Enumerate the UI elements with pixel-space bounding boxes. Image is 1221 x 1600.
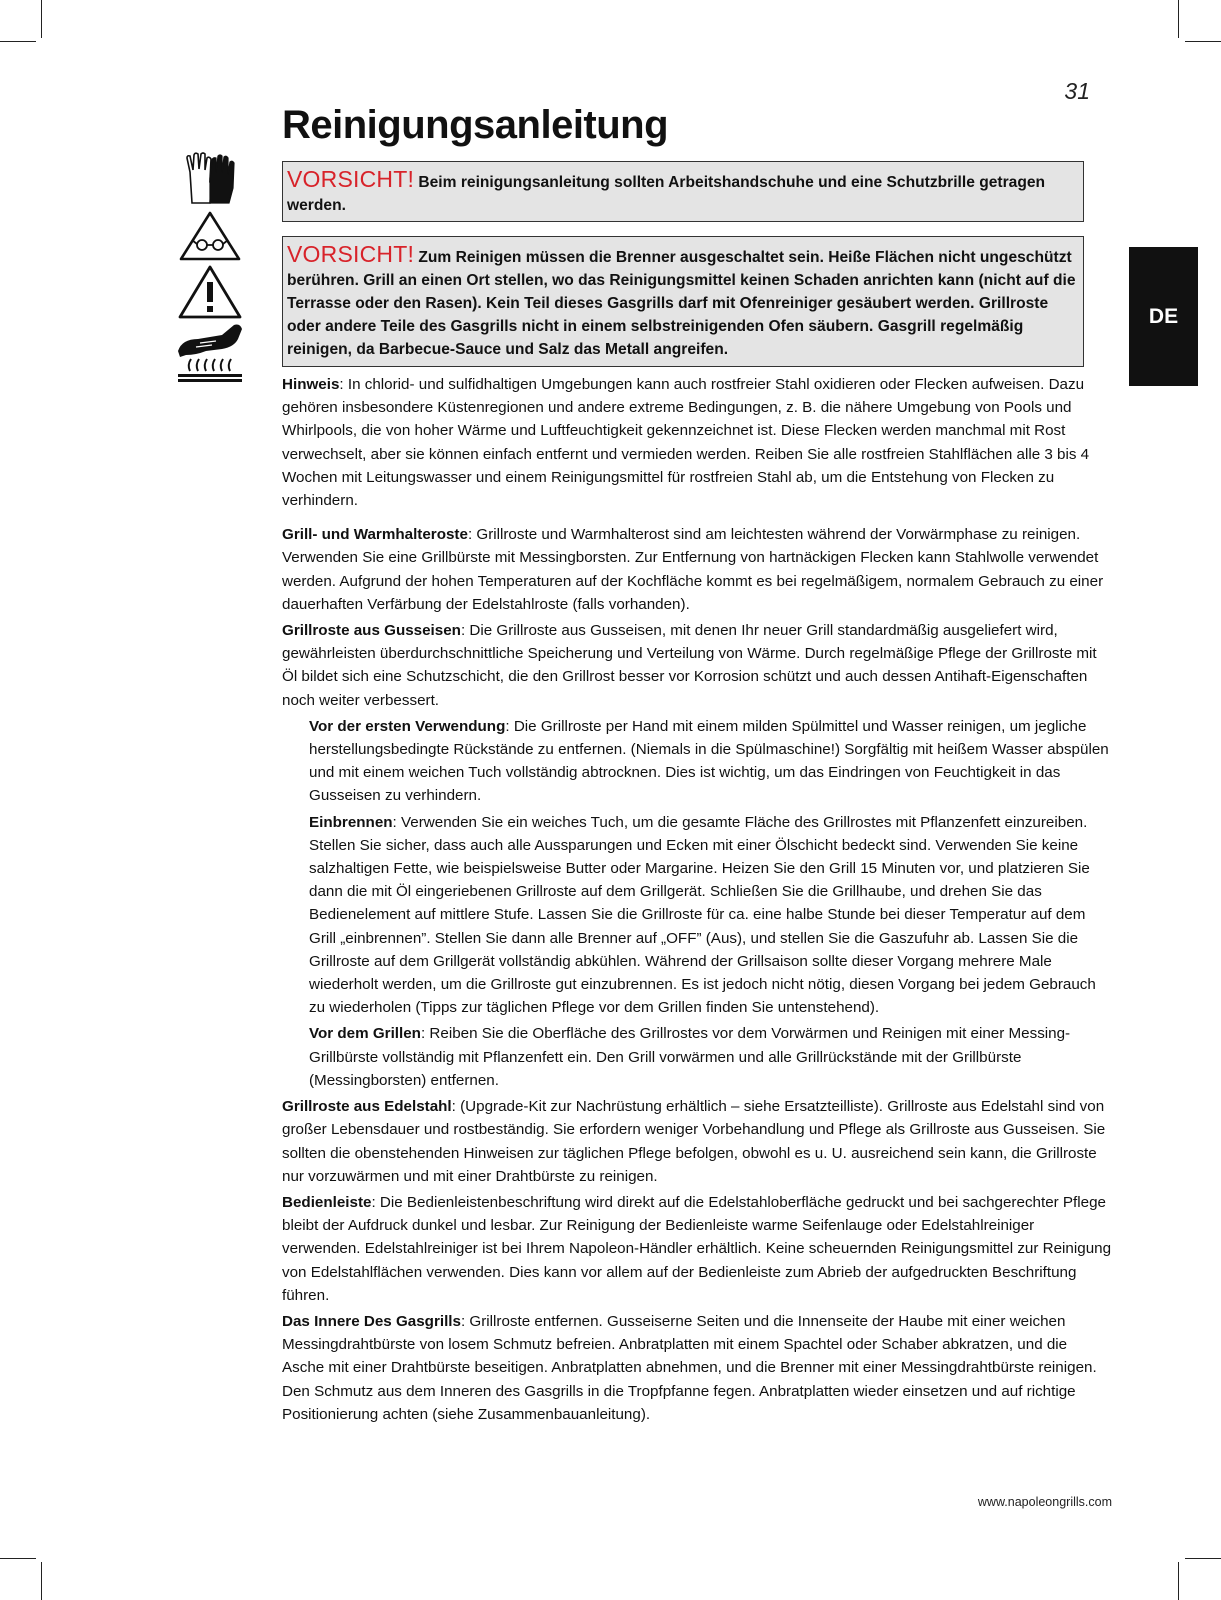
crop-mark (41, 1562, 42, 1600)
paragraph-text: : Reiben Sie die Oberfläche des Grillrostes vor dem Vorwärmen und Reinigen mit einer Messing-Grillbürste vollständig mit Pflanzenfett ein. Den Grill vorwärmen und alle Grillrückstände mit der Grillbürste (Messingborsten) entfernen. (309, 1025, 1071, 1089)
paragraph-erste-verwendung (309, 715, 1112, 808)
caution-text: Zum Reinigen müssen die Brenner ausgeschaltet sein. Heiße Flächen nicht ungeschützt berühren. Grill an einen Ort stellen, wo das Reinigungsmittel keinen Schaden anrichten kann (nicht auf die Terrasse oder den Rasen). Kein Teil dieses Gasgrills darf mit Ofenreiniger gesäubert werden. Grillroste oder andere Teile des Gasgrills nicht in einem selbstreinigenden Ofen säubern. Gasgrill regelmäßig reinigen, da Barbecue-Sauce und Salz das Metall angreifen. (287, 249, 1076, 358)
paragraph-einbrennen (309, 811, 1112, 1020)
paragraph-text: : Die Grillroste per Hand mit einem milden Spülmittel und Wasser reinigen, um jegliche herstellungsbedingte Rückstände zu entfernen. (Niemals in die Spülmaschine!) Sorgfältig mit heißem Wasser abspülen und mit einem weichen Tuch vollständig abtrocknen. Dies ist wichtig, um das Eindringen von Feuchtigkeit in das Gusseisen zu verhindern. (309, 717, 1109, 805)
paragraph-text: : (Upgrade-Kit zur Nachrüstung erhältlich – siehe Ersatzteilliste). Grillroste aus Edelstahl sind von großer Lebensdauer und rostbeständig. Sie erfordern weniger Vorbehandlung und Pflege als Grillroste aus Gusseisen. Sie sollten die obenstehenden Hinweisen zur täglichen Pflege befolgen, obwohl es u. U. ausreichend sein kann, die Grillroste nur vorzuwärmen und mit einer Drahtbürste zu reinigen. (282, 1098, 1106, 1185)
paragraph-heading: Vor der ersten Verwendung (309, 717, 506, 735)
gloves-icon (176, 150, 244, 205)
paragraph-heading: Grillroste aus Edelstahl (282, 1098, 452, 1116)
footer-url: www.napoleongrills.com (977, 1495, 1112, 1509)
crop-mark (41, 0, 42, 38)
hot-surface-icon (176, 321, 244, 383)
paragraph-bedienleiste (282, 1191, 1112, 1307)
caution-label: VORSICHT! (287, 241, 415, 267)
paragraph-text: : Die Grillroste aus Gusseisen, mit denen Ihr neuer Grill standardmäßig ausgeliefert wird, gewährleisten überdurchschnittliche Speicherung und Verteilung von Wärme. Durch regelmäßige Pflege der Grillroste mit Öl bildet sich eine Schutzschicht, die den Grillrost besser vor Korrosion schützt und auch dessen Antihaft-Eigenschaften noch weiter verbessert. (282, 622, 1097, 709)
paragraph-heading: Grillroste aus Gusseisen (282, 622, 461, 640)
crop-mark (1185, 41, 1221, 42)
crop-mark (0, 1558, 36, 1559)
paragraph-heading: Grill- und Warmhalteroste (282, 526, 468, 544)
paragraph-text: : In chlorid- und sulfidhaltigen Umgebungen kann auch rostfreier Stahl oxidieren oder Flecken aufweisen. Dazu gehören insbesondere Küstenregionen und andere extreme Bedingungen, z. B. die nähere Umgebung von Pools und Whirlpools, die von hoher Wärme und Luftfeuchtigkeit gekennzeichnet ist. Diese Flecken werden manchmal mit Rost verwechselt, aber sie können einfach entfernt und vermieden werden. Reiben Sie alle rostfreien Stahlflächen alle 3 bis 4 Wochen mit Leitungswasser und einem Reinigungsmittel für rostfreien Stahl ab, um die Entstehung von Flecken zu verhindern. (282, 376, 1090, 510)
language-tab: DE (1129, 247, 1198, 386)
paragraph-heading: Hinweis (282, 376, 340, 393)
caution-box-gloves (282, 161, 1084, 222)
crop-mark (1178, 0, 1179, 38)
paragraph-hinweis (282, 373, 1112, 512)
paragraph-innere (282, 1310, 1112, 1426)
paragraph-gusseisen (282, 619, 1112, 712)
paragraph-heading: Vor dem Grillen (309, 1025, 421, 1043)
crop-mark (0, 41, 36, 42)
paragraph-heading: Das Innere Des Gasgrills (282, 1312, 461, 1330)
paragraph-heading: Bedienleiste (282, 1193, 372, 1211)
warning-icon (176, 264, 244, 320)
paragraph-text: : Verwenden Sie ein weiches Tuch, um die gesamte Fläche des Grillrostes mit Pflanzenfett einzureiben. Stellen Sie sicher, dass auch alle Aussparungen und Ecken mit einer Ölschicht bedeckt sind. Verwenden Sie keine salzhaltigen Fette, wie beispielsweise Butter oder Margarine. Heizen Sie den Grill 15 Minuten vor, und platzieren Sie dann die mit Öl eingeriebenen Grillroste auf dem Grillgerät. Schließen Sie die Grillhaube, und drehen Sie das Bedienelement auf mittlere Stufe. Lassen Sie die Grillroste für ca. eine halbe Stunde bei dieser Temperatur auf dem Grill „einbrennen”. Stellen Sie dann alle Brenner auf „OFF” (Aus), und stellen Sie die Gaszufuhr ab. Lassen Sie die Grillroste auf dem Grillgerät vollständig abkühlen. Während der Grillsaison sollte dieser Vorgang mehrere Male wiederholt werden, um die Grillroste gut einzubrennen. Es ist jedoch nicht nötig, diesen Vorgang bei jedem Gebrauch zu wiederholen (Tipps zur täglichen Pflege vor dem Grillen finden Sie untenstehend). (309, 813, 1096, 1017)
page-title: Reinigungsanleitung (282, 103, 669, 147)
paragraph-edelstahl (282, 1095, 1112, 1188)
crop-mark (1178, 1562, 1179, 1600)
body-text (282, 373, 1112, 1429)
caution-box-burners (282, 236, 1084, 367)
paragraph-text: : Die Bedienleistenbeschriftung wird direkt auf die Edelstahloberfläche gedruckt und bei sachgerechter Pflege bleibt der Aufdruck dunkel und lesbar. Zur Reinigung der Bedienleiste warme Seifenlauge oder Edelstahlreiniger verwenden. Edelstahlreiniger ist bei Ihrem Napoleon-Händler erhältlich. Keine scheuernden Reinigungsmittel zur Reinigung von Edelstahlflächen verwenden. Dies kann vor allem auf der Bedienleiste zum Abrieb der aufgedruckten Beschriftung führen. (282, 1193, 1112, 1304)
paragraph-text: : Grillroste und Warmhalterost sind am leichtesten während der Vorwärmphase zu reinigen. Verwenden Sie eine Grillbürste mit Messingborsten. Zur Entfernung von hartnäckigen Flecken kann Stahlwolle verwendet werden. Aufgrund der hohen Temperaturen auf der Kochfläche kommt es bei regelmäßigem, normalem Gebrauch zu einer dauerhaften Verfärbung der Edelstahlroste (falls vorhanden). (282, 526, 1104, 613)
caution-label: VORSICHT! (287, 166, 415, 192)
page-number: 31 (1064, 78, 1090, 104)
safety-glasses-icon (176, 210, 244, 262)
paragraph-text: : Grillroste entfernen. Gusseiserne Seiten und die Innenseite der Haube mit einer weichen Messingdrahtbürste von losem Schmutz befreien. Anbratplatten mit einem Spachtel oder Schaber abkratzen, und die Asche mit einer Drahtbürste beseitigen. Anbratplatten abnehmen, und die Brenner mit einer Messingdrahtbürste reinigen. Den Schmutz aus dem Inneren des Gasgrills in die Tropfpfanne fegen. Anbratplatten wieder einsetzen und auf richtige Positionierung achten (siehe Zusammenbauanleitung). (282, 1312, 1097, 1423)
crop-mark (1185, 1558, 1221, 1559)
caution-text: Beim reinigungsanleitung sollten Arbeitshandschuhe und eine Schutzbrille getragen werden. (287, 174, 1046, 214)
paragraph-grill-warmhalteroste (282, 523, 1112, 616)
paragraph-vor-dem-grillen (309, 1022, 1112, 1092)
paragraph-heading: Einbrennen (309, 813, 393, 831)
